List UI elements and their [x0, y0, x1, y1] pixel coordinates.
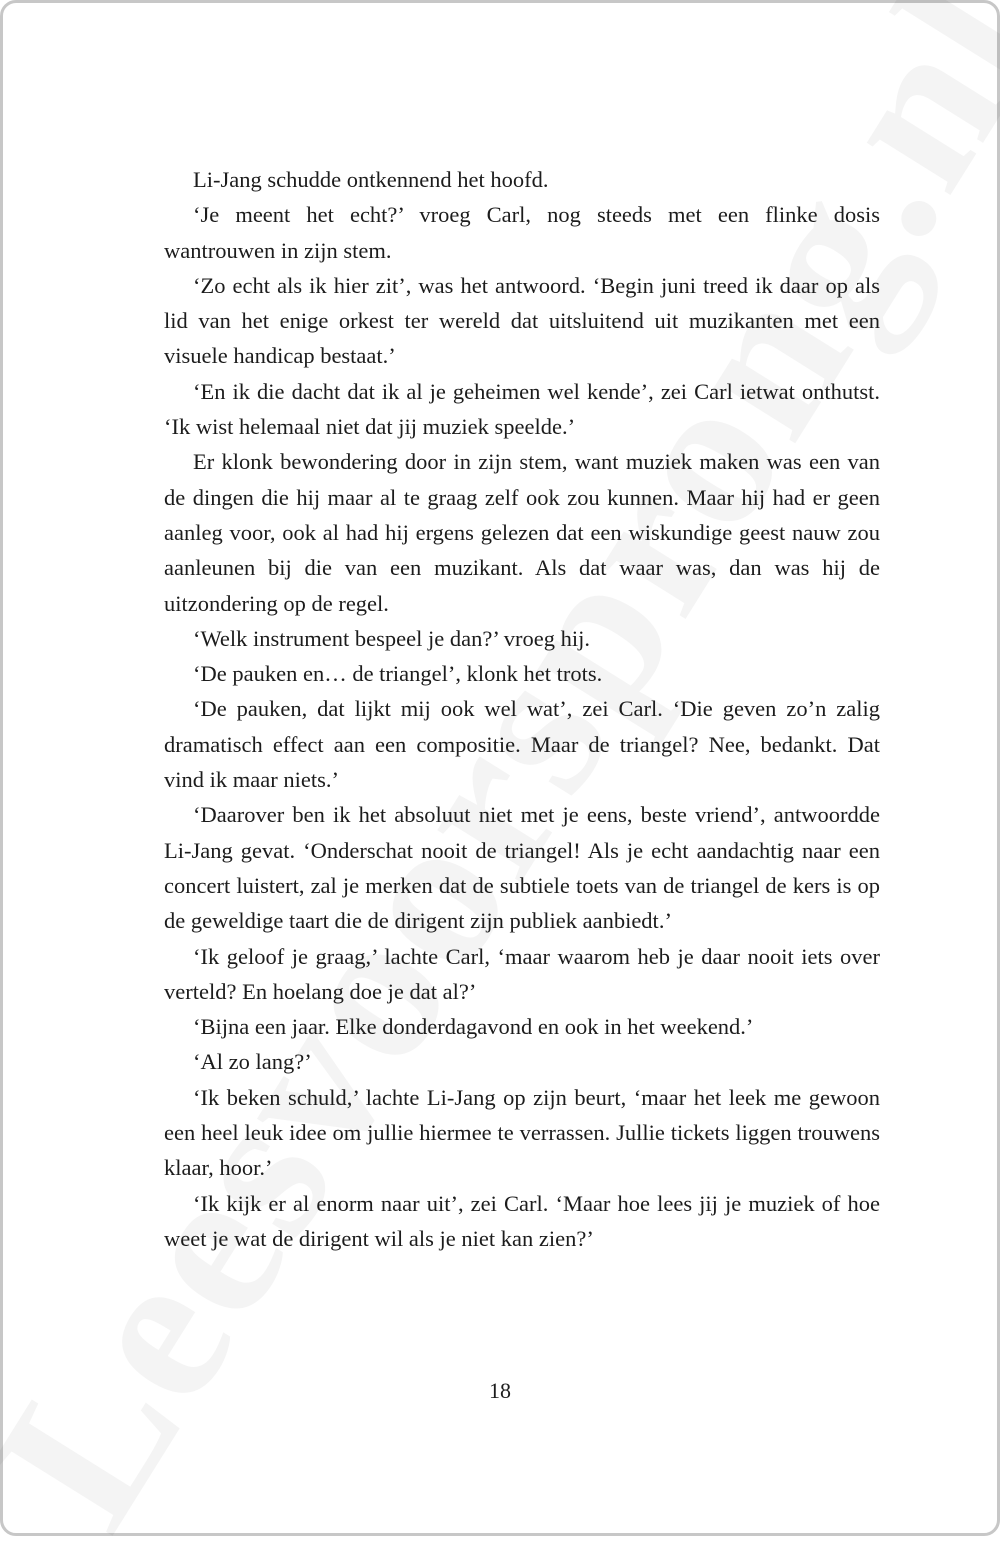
paragraph: ‘Je meent het echt?’ vroeg Carl, nog steeds met een flinke dosis wantrouwen in zijn stem. — [164, 202, 880, 263]
paragraph: ‘De pauken en… de triangel’, klonk het trots. — [193, 661, 603, 687]
paragraph: ‘Al zo lang?’ — [193, 1049, 312, 1075]
paragraph: ‘En ik die dacht dat ik al je geheimen wel kende’, zei Carl ietwat onthutst. ‘Ik wist helemaal niet dat jij muziek speelde.’ — [164, 378, 880, 440]
paragraph: Li-Jang schudde ontkennend het hoofd. — [193, 167, 549, 192]
paragraph: ‘Ik beken schuld,’ lachte Li-Jang op zijn beurt, ‘maar het leek me gewoon een heel leuk idee om jullie hiermee te verrassen. Jullie tickets liggen trouwens klaar, hoor.’ — [164, 1084, 880, 1181]
body-text — [164, 162, 880, 1256]
paragraph: ‘Daarover ben ik het absoluut niet met je eens, beste vriend’, antwoordde Li-Jang gevat. ‘Onderschat nooit de triangel! Als je echt aandachtig naar een concert luistert, zal je merken dat de subtiele toets van de triangel de kers is op de geweldige taart die de dirigent zijn publiek aanbiedt.’ — [164, 802, 880, 934]
paragraph: ‘De pauken, dat lijkt mij ook wel wat’, zei Carl. ‘Die geven zo’n zalig dramatisch effect aan een compositie. Maar de triangel? Nee, bedankt. Dat vind ik maar niets.’ — [164, 696, 880, 793]
paragraph: ‘Welk instrument bespeel je dan?’ vroeg hij. — [193, 625, 591, 651]
paragraph: Er klonk bewondering door in zijn stem, want muziek maken was een van de dingen die hij maar al te graag zelf ook zou kunnen. Maar hij had er geen aanleg voor, ook al had hij ergens gelezen dat een wiskundige geest nauw zou aanleunen bij die van een muzikant. Als dat waar was, dan was hij de uitzondering op de regel. — [164, 449, 880, 616]
paragraph: ‘Ik geloof je graag,’ lachte Carl, ‘maar waarom heb je daar nooit iets over verteld? En hoelang doe je dat al?’ — [164, 943, 880, 1004]
paragraph: ‘Zo echt als ik hier zit’, was het antwoord. ‘Begin juni treed ik daar op als lid van het enige orkest ter wereld dat uitsluitend uit muzikanten met een visuele handicap bestaat.’ — [164, 272, 880, 369]
page-number: 18 — [489, 1378, 511, 1403]
paragraph: ‘Ik kijk er al enorm naar uit’, zei Carl. ‘Maar hoe lees jij je muziek of hoe weet je wat de dirigent wil als je niet kan zien?’ — [164, 1190, 880, 1251]
paragraph: ‘Bijna een jaar. Elke donderdagavond en ook in het weekend.’ — [193, 1014, 754, 1040]
